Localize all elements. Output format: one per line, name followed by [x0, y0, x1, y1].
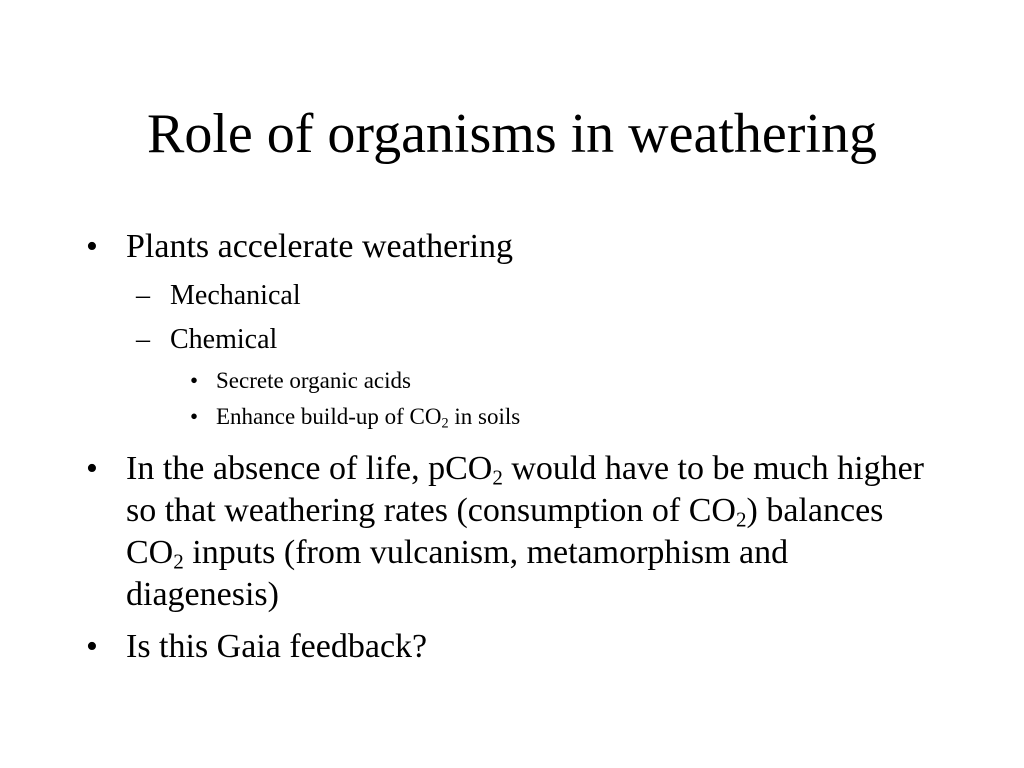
sub-bullet-item	[86, 278, 946, 314]
bullet-icon: •	[86, 628, 98, 665]
dash-icon: –	[136, 324, 150, 355]
sub-bullet-item	[86, 322, 946, 358]
subscript: 2	[173, 549, 184, 574]
subscript: 2	[441, 415, 449, 432]
bullet-icon: •	[86, 228, 98, 265]
subscript: 2	[492, 465, 503, 490]
bullet-item	[86, 448, 946, 616]
bullet-text: Plants accelerate weathering	[126, 228, 514, 265]
sub-bullet-text: Chemical	[170, 324, 278, 355]
bullet-text	[126, 450, 924, 613]
dash-icon: –	[136, 280, 150, 311]
sub-sub-bullet-text	[216, 404, 521, 432]
sub-sub-bullet-item	[86, 366, 946, 396]
sub-sub-bullet-item	[86, 402, 946, 432]
subscript: 2	[735, 507, 747, 532]
text-segment: In the absence of life, pCO	[126, 450, 493, 487]
bullet-item	[86, 226, 946, 268]
bullet-item	[86, 626, 946, 668]
text-segment: would have to be much higher so that weathering rates (consumption of CO	[126, 450, 924, 529]
bullet-text: Is this Gaia feedback?	[126, 628, 428, 665]
text-segment: ) balances CO	[126, 492, 884, 571]
text-segment: in soils	[448, 404, 521, 429]
text-segment: Enhance build-up of CO	[216, 404, 442, 429]
sub-bullet-text: Mechanical	[170, 280, 301, 311]
slide-body	[86, 226, 946, 678]
slide-title: Role of organisms in weathering	[147, 103, 877, 165]
bullet-icon: •	[190, 368, 199, 393]
sub-sub-bullet-text: Secrete organic acids	[216, 368, 411, 393]
bullet-icon: •	[86, 450, 98, 487]
bullet-icon: •	[190, 404, 199, 429]
text-segment: inputs (from vulcanism, metamorphism and diagenesis)	[126, 534, 789, 613]
